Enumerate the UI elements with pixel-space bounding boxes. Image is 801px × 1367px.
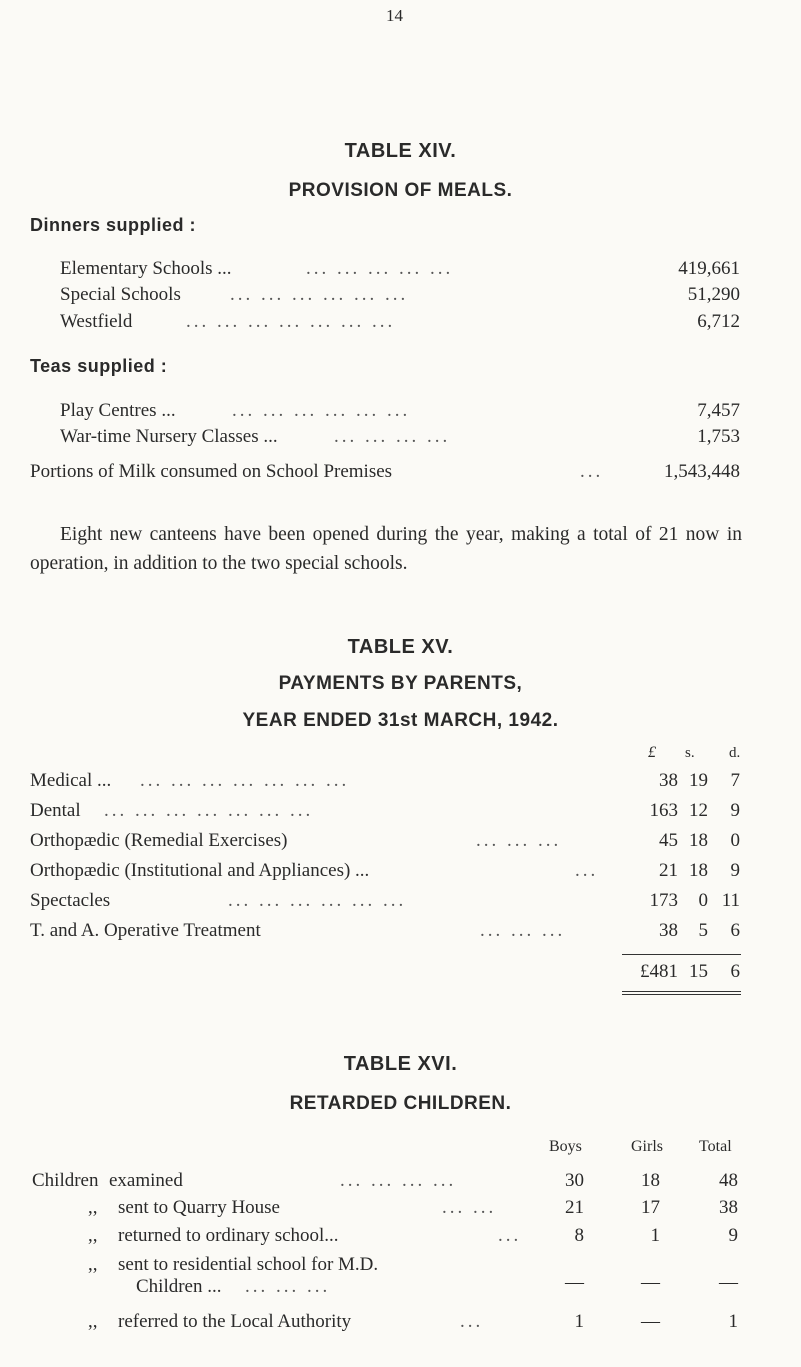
payment-dots-2: ... ... ... ... ... ... ... (104, 800, 314, 821)
col-total-header: Total (699, 1138, 732, 1155)
payment-pounds-1: 38 (659, 770, 678, 791)
payment-pounds-4: 21 (659, 860, 678, 881)
table15-subtitle-2: YEAR ENDED 31st MARCH, 1942. (242, 710, 559, 731)
children-boys-4: — (565, 1272, 584, 1293)
payment-pounds-5: 173 (649, 890, 678, 911)
milk-label: Portions of Milk consumed on School Premises (30, 461, 393, 482)
table15-title: TABLE XV. (347, 636, 454, 658)
children-dots-1: ... ... ... ... (340, 1170, 457, 1191)
dinners-label-2: Special Schools (60, 284, 181, 305)
payment-dots-1: ... ... ... ... ... ... ... (140, 770, 350, 791)
children-label-1: examined (109, 1170, 183, 1191)
payment-label-2: Dental (30, 800, 81, 821)
children-label-4: sent to residential school for M.D. (118, 1254, 379, 1275)
payment-label-6: T. and A. Operative Treatment (30, 920, 261, 941)
payment-pence-3: 0 (730, 830, 740, 851)
col-girls-header: Girls (631, 1138, 663, 1155)
payment-dots-3: ... ... ... (476, 830, 562, 851)
children-label-2: sent to Quarry House (118, 1197, 280, 1218)
payment-pence-2: 9 (730, 800, 740, 821)
children-prefix-2: ,, (88, 1197, 98, 1218)
children-girls-1: 18 (641, 1170, 660, 1191)
children-boys-1: 30 (565, 1170, 584, 1191)
children-dots-3: ... (498, 1225, 522, 1246)
payment-pence-6: 6 (730, 920, 740, 941)
children-total-3: 9 (728, 1225, 738, 1246)
payment-shillings-4: 18 (689, 860, 708, 881)
children-girls-2: 17 (641, 1197, 660, 1218)
teas-dots-1: ... ... ... ... ... ... (232, 400, 411, 421)
payment-pence-4: 9 (730, 860, 740, 881)
payment-dots-5: ... ... ... ... ... ... (228, 890, 407, 911)
page-number: 14 (386, 6, 403, 25)
dinners-value-1: 419,661 (678, 258, 740, 279)
children-boys-2: 21 (565, 1197, 584, 1218)
total-rule-bottom-2 (622, 994, 741, 995)
payment-pence-5: 11 (721, 890, 740, 911)
children-total-1: 48 (719, 1170, 738, 1191)
children-prefix-3: ,, (88, 1225, 98, 1246)
children-prefix-4: ,, (88, 1254, 98, 1275)
teas-value-2: 1,753 (697, 426, 740, 447)
children-total-2: 38 (719, 1197, 738, 1218)
children-boys-3: 8 (574, 1225, 584, 1246)
dinners-dots-3: ... ... ... ... ... ... ... (186, 311, 396, 332)
children-girls-3: 1 (650, 1225, 660, 1246)
payment-total-pounds: £481 (640, 961, 678, 982)
payment-shillings-6: 5 (698, 920, 708, 941)
col-pounds-header: £ (648, 744, 656, 761)
children-label-5: referred to the Local Authority (118, 1311, 352, 1332)
teas-label-2: War-time Nursery Classes ... (60, 426, 278, 447)
table14-subtitle: PROVISION OF MEALS. (288, 180, 513, 201)
children-total-4: — (719, 1272, 738, 1293)
payment-pounds-3: 45 (659, 830, 678, 851)
payment-shillings-5: 0 (698, 890, 708, 911)
dinners-value-3: 6,712 (697, 311, 740, 332)
payment-label-3: Orthopædic (Remedial Exercises) (30, 830, 288, 851)
payment-label-1: Medical ... (30, 770, 112, 791)
dinners-value-2: 51,290 (687, 284, 740, 305)
children-boys-5: 1 (574, 1311, 584, 1332)
table15-subtitle-1: PAYMENTS BY PARENTS, (278, 673, 523, 694)
payment-total-pence: 6 (730, 961, 740, 982)
children-dots-5: ... (460, 1311, 484, 1332)
children-prefix-5: ,, (88, 1311, 98, 1332)
children-total-5: 1 (728, 1311, 738, 1332)
milk-value: 1,543,448 (664, 461, 740, 482)
dinners-label-1: Elementary Schools ... (60, 258, 232, 279)
payment-label-4: Orthopædic (Institutional and Appliances) ... (30, 860, 370, 881)
children-dots-2: ... ... (442, 1197, 497, 1218)
payment-pounds-2: 163 (649, 800, 678, 821)
teas-heading: Teas supplied : (30, 356, 168, 376)
total-rule-bottom-1 (622, 991, 741, 992)
dinners-heading: Dinners supplied : (30, 215, 197, 235)
payment-shillings-1: 19 (689, 770, 708, 791)
dinners-dots-1: ... ... ... ... ... (306, 258, 454, 279)
payment-pounds-6: 38 (659, 920, 678, 941)
table16-title: TABLE XVI. (343, 1053, 458, 1075)
children-girls-5: — (641, 1311, 660, 1332)
dinners-dots-2: ... ... ... ... ... ... (230, 284, 409, 305)
teas-dots-2: ... ... ... ... (334, 426, 451, 447)
payment-shillings-3: 18 (689, 830, 708, 851)
children-prefix-1: Children (32, 1170, 99, 1191)
payment-label-5: Spectacles (30, 890, 111, 911)
children-label-3: returned to ordinary school... (118, 1225, 339, 1246)
dinners-label-3: Westfield (60, 311, 133, 332)
payment-shillings-2: 12 (689, 800, 708, 821)
col-boys-header: Boys (549, 1138, 582, 1155)
children-dots-4: ... ... ... (245, 1276, 331, 1297)
col-shillings-header: s. (685, 745, 695, 761)
payment-pence-1: 7 (730, 770, 740, 791)
payment-dots-4: ... (575, 860, 599, 881)
milk-dots: ... (580, 461, 604, 482)
teas-label-1: Play Centres ... (60, 400, 176, 421)
children-girls-4: — (641, 1272, 660, 1293)
table16-subtitle: RETARDED CHILDREN. (289, 1093, 512, 1114)
total-rule-top (622, 954, 741, 955)
canteens-paragraph: Eight new canteens have been opened during the year, making a total of 21 now in operation, in addition to the two special schools. (30, 524, 742, 574)
children-label-4-cont: Children ... (136, 1276, 222, 1297)
table14-title: TABLE XIV. (344, 140, 457, 162)
teas-value-1: 7,457 (697, 400, 740, 421)
payment-total-shillings: 15 (689, 961, 708, 982)
col-pence-header: d. (729, 745, 741, 761)
payment-dots-6: ... ... ... (480, 920, 566, 941)
